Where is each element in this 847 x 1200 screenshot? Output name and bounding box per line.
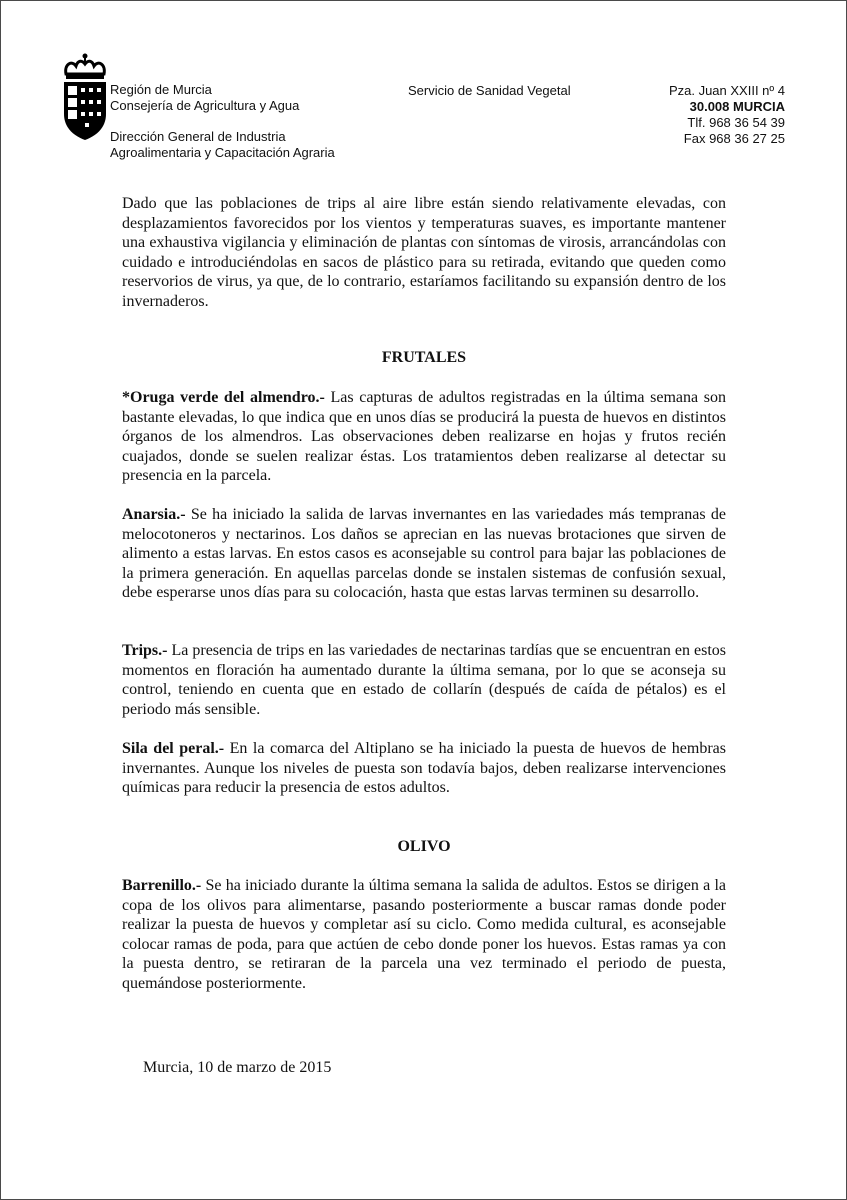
- oruga-title: *Oruga verde del almendro.-: [122, 389, 325, 406]
- barrenillo-text: Se ha iniciado durante la última semana la salida de adultos. Estos se dirigen a la copa de los olivos para alimentarse, pasando posteriormente a buscar ramas donde poder realizar la puesta de huevos y completar así su ciclo. Como medida cultural, es aconsejable colocar ramas de poda, para que actúen de cebo donde poner los huevos. Estas ramas ya con la puesta dentro, se retiraran de la parcela una vez terminado el periodo de puesta, quemándose posteriormente.: [122, 877, 726, 992]
- oruga-text: Las capturas de adultos registradas en la última semana son bastante elevadas, lo que indica que en unos días se producirá la puesta de huevos en distintos órganos de los almendros. Las observaciones deben realizarse en hojas y frutos recién cuajados, donde se suelen realizar éstas. Los tratamientos deben realizarse al detectar su presencia en la parcela.: [122, 389, 726, 484]
- trips-text: La presencia de trips en las variedades de nectarinas tardías que se encuentran en estos momentos en floración ha aumentado durante la última semana, por lo que se aconseja su control, teniendo en cuenta que en estado de collarín (después de caída de pétalos) es el periodo más sensible.: [122, 642, 726, 718]
- dept-line-1: Dirección General de Industria: [110, 129, 286, 144]
- coat-of-arms-icon: [60, 52, 110, 142]
- org-line-1: Región de Murcia: [110, 82, 212, 97]
- intro-paragraph: Dado que las poblaciones de trips al aire libre están siendo relativamente elevadas, con desplazamientos favorecidos por los vientos y temperaturas suaves, es importante mantener una exhaustiva vigilancia y eliminación de plantas con síntomas de virosis, arrancándolas con cuidado e introduciéndolas en sacos de plástico para su retirada, evitando que queden como reservorios de virus, ya que, de lo contrario, estaríamos facilitando su expansión dentro de los invernaderos.: [122, 195, 726, 310]
- sila-paragraph: [122, 739, 726, 798]
- anarsia-paragraph: [122, 505, 726, 603]
- phone-number: Tlf. 968 36 54 39: [687, 115, 785, 130]
- address-line-2: 30.008 MURCIA: [689, 99, 785, 114]
- header-service: Servicio de Sanidad Vegetal: [408, 83, 571, 98]
- address-line-1: Pza. Juan XXIII nº 4: [668, 83, 785, 98]
- signature-date: Murcia, 10 de marzo de 2015: [143, 1059, 332, 1076]
- sila-text: En la comarca del Altiplano se ha iniciado la puesta de huevos de hembras invernantes. Aunque los niveles de puesta son todavía bajos, deben realizarse intervenciones químicas para reducir la presencia de estos adultos.: [122, 740, 727, 796]
- header-organization: [110, 82, 410, 161]
- trips-paragraph: [122, 641, 726, 719]
- anarsia-text: Se ha iniciado la salida de larvas invernantes en las variedades más tempranas de melocotoneros y nectarinos. Los daños se aprecian en las nuevas brotaciones que sirven de alimento a estas larvas. En estos casos es aconsejable su control para bajar las poblaciones de la primera generación. En aquellas parcelas donde se instalen sistemas de confusión sexual, debe esperarse unos días para su colocación, hasta que estas larvas terminen su desarrollo.: [122, 506, 726, 601]
- fax-number: Fax 968 36 27 25: [683, 131, 785, 146]
- org-line-2: Consejería de Agricultura y Agua: [110, 98, 300, 113]
- frutales-heading: FRUTALES: [381, 349, 467, 366]
- sila-title: Sila del peral.-: [122, 740, 225, 757]
- dept-line-2: Agroalimentaria y Capacitación Agraria: [110, 145, 335, 160]
- barrenillo-paragraph: [122, 876, 726, 993]
- header-address: [620, 83, 785, 147]
- trips-title: Trips.-: [122, 642, 168, 659]
- oruga-paragraph: [122, 388, 726, 486]
- barrenillo-title: Barrenillo.-: [122, 877, 202, 894]
- olivo-heading: OLIVO: [397, 838, 451, 855]
- anarsia-title: Anarsia.-: [122, 506, 186, 523]
